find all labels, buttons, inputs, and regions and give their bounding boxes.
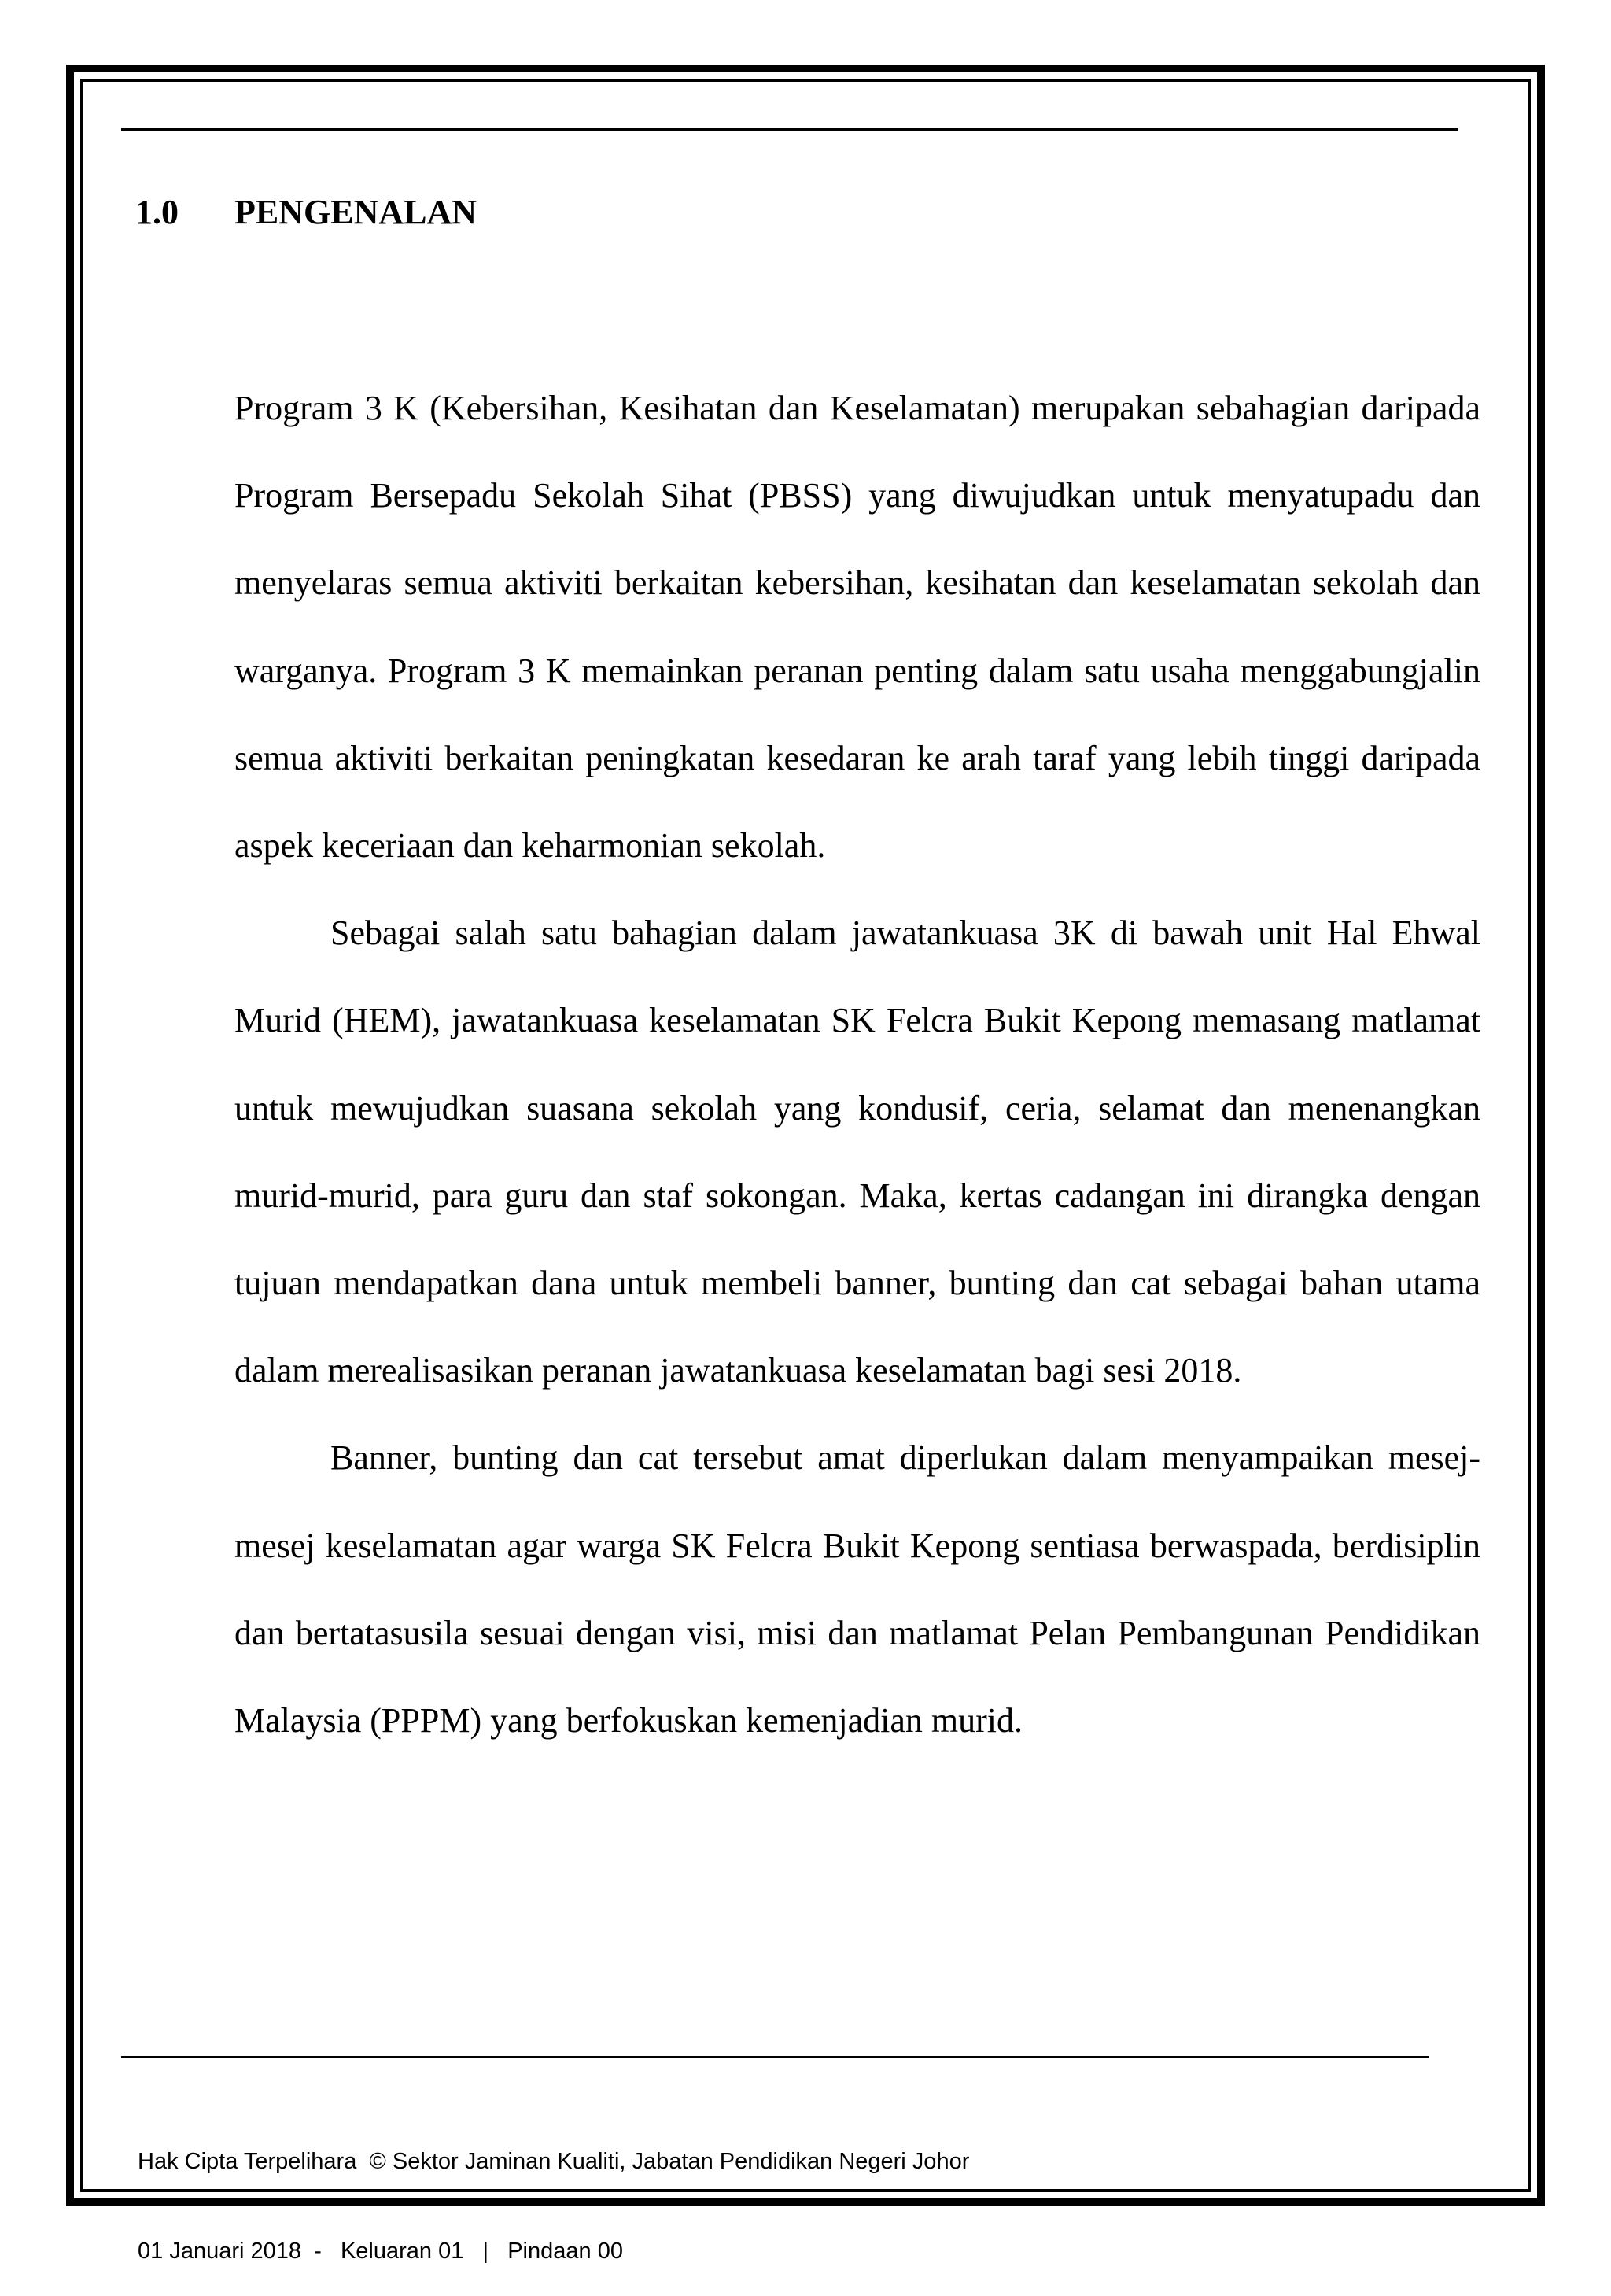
section-number: 1.0 (135, 193, 179, 231)
footer (138, 2087, 969, 2296)
paragraph-intro: Program 3 K (Kebersihan, Kesihatan dan Keselamatan) merupakan sebahagian daripada Program Bersepadu Sekolah Sihat (PBSS) yang diwujudkan untuk menyatupadu dan menyelaras semua aktiviti berkaitan kebersihan, kesihatan dan keselamatan sekolah dan warganya. Program 3 K memainkan peranan penting dalam satu usaha menggabungjalin semua aktiviti berkaitan peningkatan kesedaran ke arah taraf yang lebih tinggi daripada aspek keceriaan dan keharmonian sekolah. (234, 389, 1480, 866)
body-text (234, 364, 1480, 1764)
section-title: PENGENALAN (234, 193, 477, 231)
footer-rule (121, 2056, 1429, 2058)
footer-copyright: Hak Cipta Terpelihara © Sektor Jaminan Kualiti, Jabatan Pendidikan Negeri Johor (138, 2149, 970, 2174)
footer-revision: 01 Januari 2018 - Keluaran 01 | Pindaan 00 (138, 2239, 623, 2264)
paragraph-banner: Banner, bunting dan cat tersebut amat diperlukan dalam menyampaikan mesej-mesej keselamatan agar warga SK Felcra Bukit Kepong sentiasa berwaspada, berdisiplin dan bertatasusila sesuai dengan visi, misi dan matlamat Pelan Pembangunan Pendidikan Malaysia (PPPM) yang berfokuskan kemenjadian murid. (234, 1438, 1480, 1740)
paragraph-committee: Sebagai salah satu bahagian dalam jawatankuasa 3K di bawah unit Hal Ehwal Murid (HEM), jawatankuasa keselamatan SK Felcra Bukit Kepong memasang matlamat untuk mewujudkan suasana sekolah yang kondusif, ceria, selamat dan menenangkan murid-murid, para guru dan staf sokongan. Maka, kertas cadangan ini dirangka dengan tujuan mendapatkan dana untuk membeli banner, bunting dan cat sebagai bahan utama dalam merealisasikan peranan jawatankuasa keselamatan bagi sesi 2018. (234, 914, 1480, 1390)
header-rule (121, 128, 1458, 131)
